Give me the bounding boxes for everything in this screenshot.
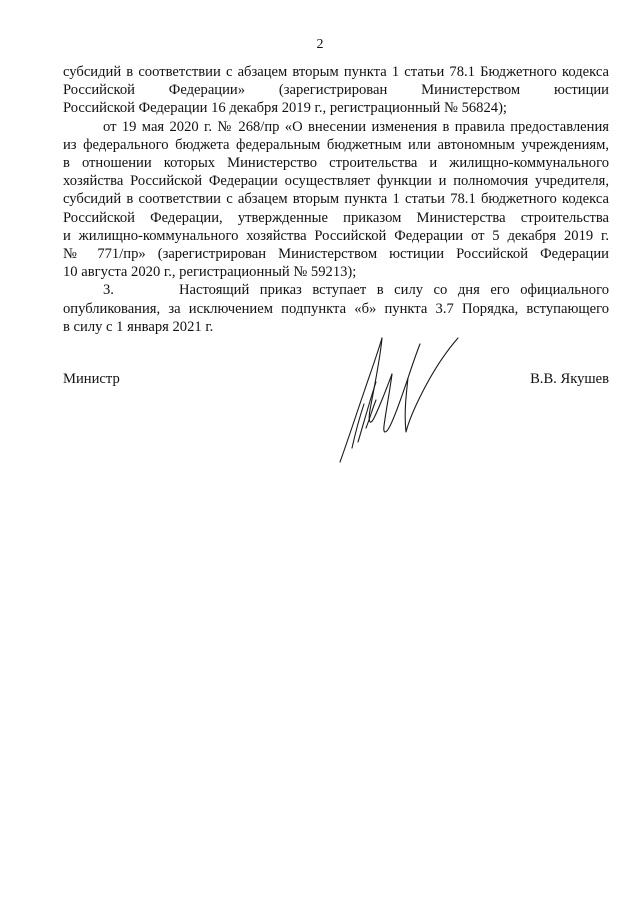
text-line: в отношении которых Министерство строительства и жилищно-коммунального xyxy=(63,155,609,172)
text-line: Российской Федерации, утвержденные приказом Министерства строительства xyxy=(63,209,609,226)
text-line: субсидий в соответствии с абзацем вторым пункта 1 статьи 78.1 Бюджетного кодекса xyxy=(63,64,609,80)
item-3-second-line: опубликования, за исключением подпункта «б» пункта 3.7 Порядка, вступающего xyxy=(63,300,609,317)
text-line: Российской Федерации» (зарегистрирован Министерством юстиции xyxy=(63,82,609,99)
item-3-first-line xyxy=(63,281,609,299)
paragraph-lines xyxy=(63,63,609,281)
text-line: № 771/пр» (зарегистрирован Министерством юстиции Российской Федерации xyxy=(63,246,609,263)
signer-title: Министр xyxy=(63,371,120,387)
text-line: субсидий в соответствии с абзацем вторым пункта 1 статьи 78.1 бюджетного кодекса xyxy=(63,191,609,208)
handwritten-signature xyxy=(330,330,470,470)
text-line: 10 августа 2020 г., регистрационный № 59213); xyxy=(63,264,357,281)
text-line: и жилищно-коммунального хозяйства Российской Федерации от 5 декабря 2019 г. xyxy=(63,227,609,244)
item-3-number: 3. xyxy=(103,282,114,299)
text-line: из федерального бюджета федеральным бюджетным или автономным учреждениям, xyxy=(63,136,609,153)
item-3-text: Настоящий приказ вступает в силу со дня его официального xyxy=(179,282,609,299)
signer-name: В.В. Якушев xyxy=(530,371,609,387)
text-line: Российской Федерации 16 декабря 2019 г., регистрационный № 56824); xyxy=(63,100,507,117)
page-number: 2 xyxy=(316,37,324,52)
item-3-third-line: в силу с 1 января 2021 г. xyxy=(63,318,214,335)
text-line: хозяйства Российской Федерации осуществляет функции и полномочия учредителя, xyxy=(63,173,609,190)
text-line: от 19 мая 2020 г. № 268/пр «О внесении изменения в правила предоставления xyxy=(103,118,609,135)
document-body xyxy=(63,63,609,336)
